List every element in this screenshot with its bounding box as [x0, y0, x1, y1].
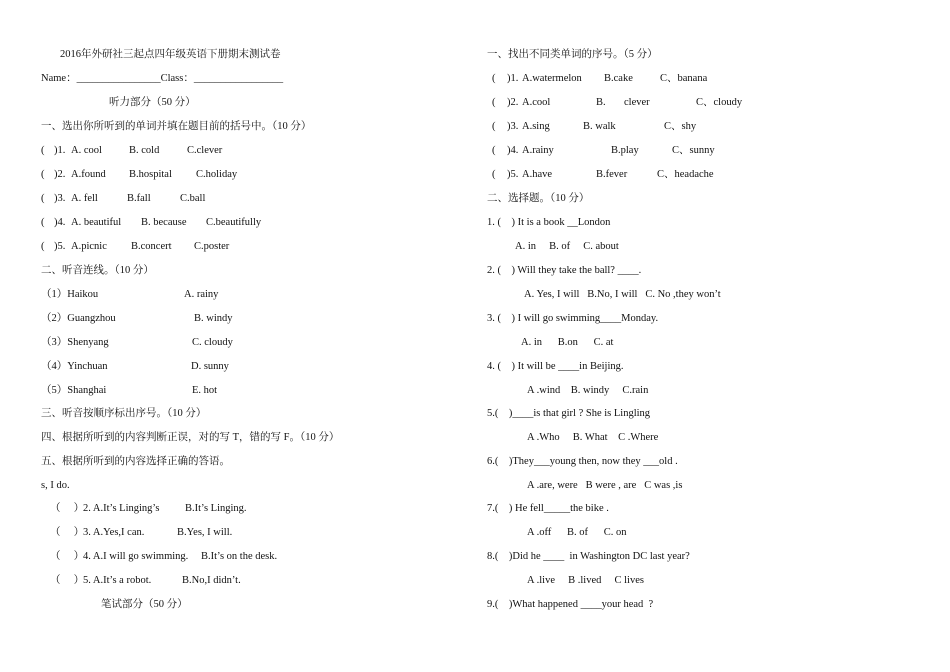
weather-item: C. cloudy [192, 337, 233, 348]
question-text: 2. ( ) Will they take the ball? ____. [487, 265, 642, 276]
question-options: A .off B. of C. on [527, 527, 627, 538]
option-b: B. because [141, 217, 187, 228]
answer-fragment: s, I do. [41, 480, 70, 491]
option-a: 3. A.Yes,I can. [83, 527, 145, 538]
answer-paren: ( [492, 145, 496, 156]
question-text: 5.( )____is that girl ? She is Lingling [487, 408, 651, 419]
weather-item: D. sunny [191, 361, 229, 372]
option-b: B. cold [129, 145, 160, 156]
option-c: C.clever [187, 145, 223, 156]
option-b: B.play [611, 145, 639, 156]
question-text: 4. ( ) It will be ____in Beijing. [487, 361, 624, 372]
option-c: C.beautifully [206, 217, 262, 228]
answer-paren: ( [41, 169, 45, 180]
left-column [41, 0, 461, 672]
question-options: A. in B. of C. about [515, 241, 619, 252]
answer-paren: （ ） [50, 527, 85, 538]
question-options: A .live B .lived C lives [527, 575, 644, 586]
question-options: A. Yes, I will B.No, I will C. No ,they won’t [524, 289, 721, 300]
option-b: B.fever [596, 169, 628, 180]
option-a: A. fell [71, 193, 98, 204]
written-section-header: 笔试部分（50 分） [101, 599, 188, 610]
option-c: C.poster [194, 241, 230, 252]
item-number: )1. [507, 73, 519, 84]
listening-s1-heading: 一、选出你所听到的单词并填在题目前的括号中。（10 分） [41, 121, 312, 132]
option-a: 2. A.It’s Linging’s [83, 503, 160, 514]
question-text: 9.( )What happened ____your head ? [487, 599, 654, 610]
weather-item: E. hot [192, 385, 218, 396]
city-item: （5）Shanghai [41, 385, 107, 396]
option-b: B. walk [583, 121, 616, 132]
city-item: （3）Shenyang [41, 337, 109, 348]
answer-paren: ( [41, 217, 45, 228]
item-number: )4. [507, 145, 519, 156]
item-number: )2. [507, 97, 519, 108]
option-b: B.It’s on the desk. [201, 551, 278, 562]
option-a: A.found [71, 169, 106, 180]
item-number: )5. [507, 169, 519, 180]
option-c: C、headache [657, 169, 714, 180]
answer-paren: ( [492, 97, 496, 108]
right-column [487, 0, 927, 672]
listening-s2-heading: 二、听音连线。（10 分） [41, 265, 154, 276]
written-s1-heading: 一、找出不同类单词的序号。（5 分） [487, 49, 658, 60]
option-b: B.No,I didn’t. [182, 575, 241, 586]
answer-paren: ( [492, 121, 496, 132]
question-text: 7.( ) He fell_____the bike . [487, 503, 609, 514]
answer-paren: ( [41, 241, 45, 252]
option-c: C、banana [660, 73, 708, 84]
question-options: A .are, were B were , are C was ,is [527, 480, 683, 491]
question-options: A .wind B. windy C.rain [527, 385, 649, 396]
option-a: A.rainy [522, 145, 554, 156]
option-b: B.It’s Linging. [185, 503, 247, 514]
option-b: B.concert [131, 241, 172, 252]
answer-paren: （ ） [50, 551, 85, 562]
question-options: A. in B.on C. at [521, 337, 614, 348]
option-a: A. beautiful [71, 217, 122, 228]
item-number: )3. [507, 121, 519, 132]
listening-s3-heading: 三、听音按顺序标出序号。（10 分） [41, 408, 207, 419]
item-number: )5. [54, 241, 66, 252]
item-number: )4. [54, 217, 66, 228]
answer-paren: （ ） [50, 575, 85, 586]
option-a: A.sing [522, 121, 550, 132]
option-b: B.fall [127, 193, 151, 204]
option-b: B.Yes, I will. [177, 527, 233, 538]
name-class-line: Name：________________Class：_________________ [41, 73, 284, 84]
city-item: （4）Yinchuan [41, 361, 108, 372]
option-a: A.have [522, 169, 553, 180]
option-a: A. cool [71, 145, 102, 156]
option-a: A.cool [522, 97, 551, 108]
option-c: C.ball [180, 193, 206, 204]
listening-section-header: 听力部分（50 分） [109, 97, 196, 108]
option-c: C、sunny [672, 145, 715, 156]
option-b: B.hospital [129, 169, 172, 180]
question-text: 6.( )They___young then, now they ___old . [487, 456, 678, 467]
exam-title: 2016年外研社三起点四年级英语下册期末测试卷 [60, 49, 281, 60]
city-item: （1）Haikou [41, 289, 99, 300]
option-a: A.picnic [71, 241, 107, 252]
listening-s5-heading: 五、根据所听到的内容选择正确的答语。 [41, 456, 230, 467]
item-number: )3. [54, 193, 66, 204]
answer-paren: ( [492, 73, 496, 84]
option-b: B.cake [604, 73, 633, 84]
weather-item: B. windy [194, 313, 233, 324]
answer-paren: （ ） [50, 503, 85, 514]
answer-paren: ( [492, 169, 496, 180]
answer-paren: ( [41, 145, 45, 156]
question-text: 1. ( ) It is a book __London [487, 217, 611, 228]
city-item: （2）Guangzhou [41, 313, 116, 324]
option-a: 5. A.It’s a robot. [83, 575, 152, 586]
item-number: )2. [54, 169, 66, 180]
option-a: A.watermelon [522, 73, 582, 84]
option-c: C.holiday [196, 169, 238, 180]
question-text: 3. ( ) I will go swimming____Monday. [487, 313, 659, 324]
option-b: B. clever [596, 97, 650, 108]
written-s2-heading: 二、选择题。（10 分） [487, 193, 590, 204]
answer-paren: ( [41, 193, 45, 204]
question-options: A .Who B. What C .Where [527, 432, 659, 443]
item-number: )1. [54, 145, 66, 156]
question-text: 8.( )Did he ____ in Washington DC last year? [487, 551, 690, 562]
option-c: C、cloudy [696, 97, 743, 108]
weather-item: A. rainy [184, 289, 219, 300]
option-c: C、shy [664, 121, 697, 132]
listening-s4-heading: 四、根据所听到的内容判断正误，对的写 T，错的写 F。（10 分） [41, 432, 340, 443]
option-a: 4. A.I will go swimming. [83, 551, 189, 562]
